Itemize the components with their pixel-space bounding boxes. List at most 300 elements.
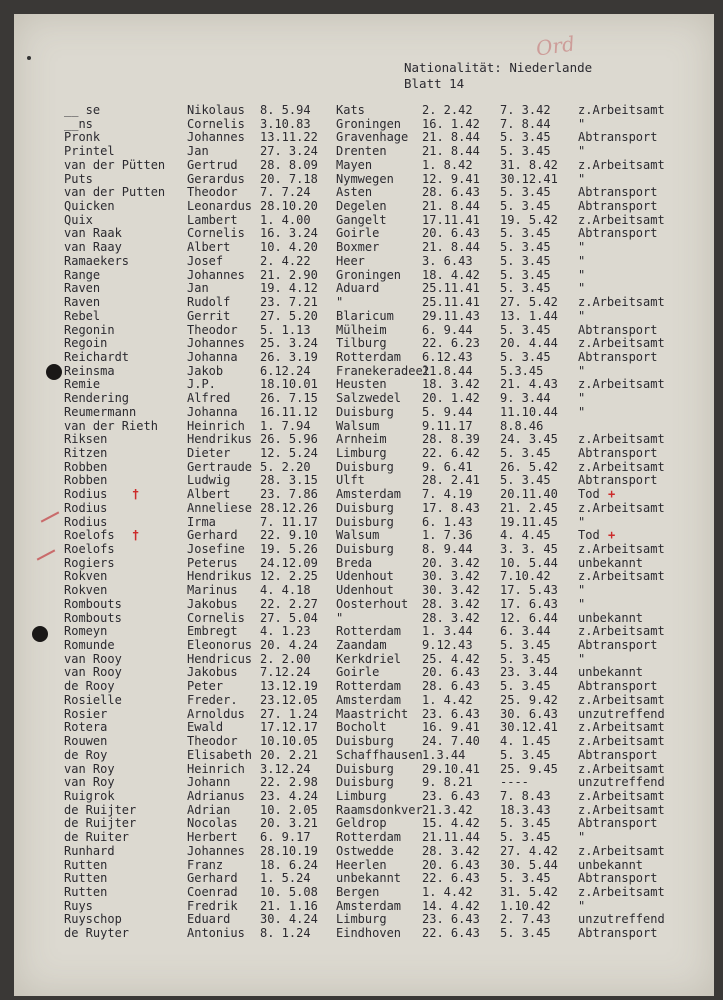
table-row — [14, 570, 714, 584]
cell-departure: 3. 3. 45 — [500, 542, 558, 556]
table-row — [14, 433, 714, 447]
cell-name: Rodius — [64, 500, 108, 515]
cell-arrival: 30. 3.42 — [422, 569, 480, 584]
cell-arrival: 23. 6.43 — [422, 912, 480, 927]
cell-birth: 20. 3.21 — [260, 816, 318, 831]
cell-birth: 28.12.26 — [260, 500, 318, 515]
cell-name: van Rooy — [64, 665, 122, 680]
cell-first: Gerhard — [187, 528, 238, 543]
cell-departure: 10. 5.44 — [500, 555, 558, 570]
cell-first: Johannes — [187, 843, 245, 858]
cell-departure: 17. 6.43 — [500, 596, 558, 611]
table-row — [14, 282, 714, 296]
cell-place: Heer — [336, 253, 365, 268]
cell-first: Peter — [187, 679, 224, 694]
cell-birth: 5. 1.13 — [260, 322, 311, 337]
cell-departure: 5. 3.45 — [500, 144, 551, 159]
cell-name: Rosier — [64, 706, 108, 721]
table-row — [14, 104, 714, 118]
cell-arrival: 21. 8.44 — [422, 130, 480, 145]
cell-birth: 1. 4.00 — [260, 212, 311, 227]
cell-first: Hendrikus — [187, 432, 253, 447]
cell-remark: unzutreffend — [578, 706, 665, 721]
cell-first: Gerrit — [187, 308, 231, 323]
cell-remark: " — [578, 308, 586, 323]
cell-first: Albert — [187, 240, 231, 255]
cell-remark: " — [578, 514, 586, 529]
cell-remark: Abtransport — [578, 871, 658, 886]
cell-arrival: 14. 4.42 — [422, 898, 480, 913]
cell-first: Lambert — [187, 212, 238, 227]
cell-place: Duisburg — [336, 404, 394, 419]
cell-arrival: 8. 9.44 — [422, 542, 473, 556]
cell-arrival: 21. 8.44 — [422, 199, 480, 214]
cell-arrival: 9. 8.21 — [422, 775, 473, 790]
table-row — [14, 241, 714, 255]
cell-departure: 30.12.41 — [500, 171, 558, 186]
table-row — [14, 763, 714, 777]
cell-remark: " — [578, 267, 586, 282]
cell-arrival: 6. 9.44 — [422, 322, 473, 337]
cell-remark: Abtransport — [578, 349, 658, 364]
cell-place: Salzwedel — [336, 391, 402, 406]
cell-arrival: 2. 2.42 — [422, 103, 473, 117]
red-cross-mark: † — [132, 528, 140, 543]
cell-remark: " — [578, 144, 586, 159]
cell-remark: unzutreffend — [578, 912, 665, 927]
cell-first: Antonius — [187, 926, 245, 941]
cell-birth: 17.12.17 — [260, 720, 318, 735]
cell-place: Limburg — [336, 445, 387, 460]
cell-arrival: 9.12.43 — [422, 638, 473, 653]
cell-name: Runhard — [64, 843, 115, 858]
cell-place: Limburg — [336, 788, 387, 803]
table-row — [14, 159, 714, 173]
document-page — [14, 14, 714, 996]
cell-place: Nymwegen — [336, 171, 394, 186]
cell-name: __ se — [64, 103, 101, 117]
cell-name: Ruyschop — [64, 912, 122, 927]
cell-departure: 27. 5.42 — [500, 295, 558, 310]
table-row — [14, 886, 714, 900]
cell-first: Ewald — [187, 720, 224, 735]
cell-name: van der Pütten — [64, 157, 166, 172]
cell-departure: 8.8.46 — [500, 418, 544, 433]
cell-birth: 13.11.22 — [260, 130, 318, 145]
cell-departure: 5. 3.45 — [500, 185, 551, 200]
cell-remark: Abtransport — [578, 473, 658, 488]
cell-name: Rutten — [64, 884, 108, 899]
cell-place: Degelen — [336, 199, 387, 214]
table-row — [14, 145, 714, 159]
cell-name: Regoin — [64, 336, 108, 351]
cell-name: van Roy — [64, 775, 115, 790]
cell-place: Franekeradeel — [336, 363, 430, 378]
table-row — [14, 872, 714, 886]
table-row — [14, 790, 714, 804]
cell-arrival: 22. 6.43 — [422, 926, 480, 941]
table-row — [14, 776, 714, 790]
cell-departure: 19.11.45 — [500, 514, 558, 529]
cell-arrival: 15. 4.42 — [422, 816, 480, 831]
cell-departure: 31. 8.42 — [500, 157, 558, 172]
cell-first: Rudolf — [187, 295, 231, 310]
cell-birth: 27. 3.24 — [260, 144, 318, 159]
table-row — [14, 653, 714, 667]
cell-arrival: 25. 4.42 — [422, 651, 480, 666]
cell-birth: 7. 7.24 — [260, 185, 311, 200]
cell-birth: 16. 3.24 — [260, 226, 318, 241]
cell-departure: 30.12.41 — [500, 720, 558, 735]
cell-first: Eleonorus — [187, 638, 253, 653]
cell-remark: z.Arbeitsamt — [578, 432, 665, 447]
cell-first: Freder. — [187, 692, 238, 707]
cell-name: van Raak — [64, 226, 122, 241]
cell-first: Gertraude — [187, 459, 253, 474]
cell-name: Puts — [64, 171, 93, 186]
table-row — [14, 502, 714, 516]
cell-birth: 7. 11.17 — [260, 514, 318, 529]
cell-departure: 5. 3.45 — [500, 830, 551, 845]
cell-first: Theodor — [187, 185, 238, 200]
cell-birth: 1. 5.24 — [260, 871, 311, 886]
cell-first: Theodor — [187, 734, 238, 749]
cell-remark: Abtransport — [578, 679, 658, 694]
cell-arrival: 22. 6.43 — [422, 871, 480, 886]
cell-arrival: 30. 3.42 — [422, 583, 480, 598]
cell-place: Duisburg — [336, 500, 394, 515]
cell-place: Duisburg — [336, 514, 394, 529]
red-plus-mark: + — [608, 528, 616, 543]
table-row — [14, 447, 714, 461]
table-row — [14, 735, 714, 749]
cell-arrival: 6. 1.43 — [422, 514, 473, 529]
cell-birth: 10. 4.20 — [260, 240, 318, 255]
cell-first: Embregt — [187, 624, 238, 639]
cell-place: Breda — [336, 555, 373, 570]
cell-remark: " — [578, 240, 586, 255]
cell-birth: 6.12.24 — [260, 363, 311, 378]
cell-departure: 5. 3.45 — [500, 281, 551, 296]
cell-birth: 4. 4.18 — [260, 583, 311, 598]
cell-place: Rotterdam — [336, 830, 402, 845]
cell-place: Heusten — [336, 377, 387, 392]
cell-departure: 4. 4.45 — [500, 528, 551, 543]
cell-name: Rebel — [64, 308, 101, 323]
cell-place: Walsum — [336, 418, 380, 433]
cell-name: Romeyn — [64, 624, 108, 639]
cell-name: Range — [64, 267, 101, 282]
table-row — [14, 131, 714, 145]
cell-place: Bergen — [336, 884, 380, 899]
cell-remark: z.Arbeitsamt — [578, 500, 665, 515]
cell-departure: 7. 8.44 — [500, 116, 551, 131]
cell-departure: 5. 3.45 — [500, 349, 551, 364]
cell-first: Josef — [187, 253, 224, 268]
cell-remark: " — [578, 253, 586, 268]
table-row — [14, 680, 714, 694]
table-row — [14, 214, 714, 228]
cell-birth: 27. 1.24 — [260, 706, 318, 721]
cell-place: Oosterhout — [336, 596, 409, 611]
cell-first: Franz — [187, 857, 224, 872]
table-row — [14, 296, 714, 310]
cell-arrival: 20. 6.43 — [422, 665, 480, 680]
cell-first: Hendricus — [187, 651, 253, 666]
cell-first: Cornelis — [187, 610, 245, 625]
cell-remark: Abtransport — [578, 445, 658, 460]
cell-arrival: 12. 9.41 — [422, 171, 480, 186]
cell-birth: 3.12.24 — [260, 761, 311, 776]
cell-arrival: 7. 4.19 — [422, 487, 473, 502]
table-row — [14, 913, 714, 927]
cell-first: Jakob — [187, 363, 224, 378]
cell-first: Cornelis — [187, 226, 245, 241]
cell-place: Groningen — [336, 267, 402, 282]
cell-birth: 28.10.20 — [260, 199, 318, 214]
cell-place: Maastricht — [336, 706, 409, 721]
cell-birth: 5. 2.20 — [260, 459, 311, 474]
cell-remark: z.Arbeitsamt — [578, 692, 665, 707]
cell-name: Reinsma — [64, 363, 115, 378]
cell-birth: 23. 7.21 — [260, 295, 318, 310]
cell-first: Johanna — [187, 404, 238, 419]
cell-arrival: 21. 8.44 — [422, 144, 480, 159]
table-row — [14, 845, 714, 859]
table-row — [14, 406, 714, 420]
cell-remark: unbekannt — [578, 857, 644, 872]
cell-remark: z.Arbeitsamt — [578, 843, 665, 858]
cell-birth: 1. 7.94 — [260, 418, 311, 433]
cell-arrival: 28. 2.41 — [422, 473, 480, 488]
cell-place: Schaffhausen — [336, 747, 423, 762]
cell-remark: " — [578, 404, 586, 419]
cell-place: Duisburg — [336, 542, 394, 556]
cell-first: Alfred — [187, 391, 231, 406]
cell-first: Marinus — [187, 583, 238, 598]
cell-first: Albert — [187, 487, 231, 502]
cell-remark: z.Arbeitsamt — [578, 295, 665, 310]
cell-place: Eindhoven — [336, 926, 402, 941]
cell-birth: 21. 1.16 — [260, 898, 318, 913]
table-row — [14, 186, 714, 200]
cell-departure: 11.10.44 — [500, 404, 558, 419]
cell-name: van Roy — [64, 761, 115, 776]
cell-arrival: 23. 6.43 — [422, 706, 480, 721]
cell-departure: 21. 2.45 — [500, 500, 558, 515]
cell-name: de Ruiter — [64, 830, 130, 845]
cell-departure: 5. 3.45 — [500, 445, 551, 460]
cell-place: Mülheim — [336, 322, 387, 337]
cell-birth: 26. 3.19 — [260, 349, 318, 364]
cell-first: Johannes — [187, 336, 245, 351]
table-row — [14, 324, 714, 338]
cell-name: Rendering — [64, 391, 130, 406]
cell-departure: 5. 3.45 — [500, 871, 551, 886]
cell-name: Rutten — [64, 857, 108, 872]
cell-birth: 10. 2.05 — [260, 802, 318, 817]
cell-birth: 26. 7.15 — [260, 391, 318, 406]
cell-name: Robben — [64, 473, 108, 488]
table-row — [14, 831, 714, 845]
cell-birth: 28. 3.15 — [260, 473, 318, 488]
cell-birth: 23. 4.24 — [260, 788, 318, 803]
cell-departure: 5.3.45 — [500, 363, 544, 378]
cell-birth: 18.10.01 — [260, 377, 318, 392]
cell-remark: " — [578, 898, 586, 913]
cell-remark: Abtransport — [578, 638, 658, 653]
cell-departure: 25. 9.45 — [500, 761, 558, 776]
cell-departure: 5. 3.45 — [500, 816, 551, 831]
table-row — [14, 461, 714, 475]
cell-name: Rogiers — [64, 555, 115, 570]
cell-name: van der Putten — [64, 185, 166, 200]
cell-birth: 27. 5.04 — [260, 610, 318, 625]
cell-departure: 5. 3.45 — [500, 253, 551, 268]
cell-birth: 16.11.12 — [260, 404, 318, 419]
cell-place: Gravenhage — [336, 130, 409, 145]
table-row — [14, 392, 714, 406]
cell-departure: 5. 3.45 — [500, 199, 551, 214]
cell-remark: z.Arbeitsamt — [578, 734, 665, 749]
table-row — [14, 694, 714, 708]
cell-remark: z.Arbeitsamt — [578, 720, 665, 735]
cell-remark: Abtransport — [578, 747, 658, 762]
cell-place: Heerlen — [336, 857, 387, 872]
table-row — [14, 378, 714, 392]
table-row — [14, 118, 714, 132]
cell-name: Rouwen — [64, 734, 108, 749]
table-row — [14, 543, 714, 557]
cell-name: Ruigrok — [64, 788, 115, 803]
cell-name: van der Rieth — [64, 418, 158, 433]
sheet-number: Blatt 14 — [404, 76, 465, 91]
cell-name: de Roy — [64, 747, 108, 762]
cell-arrival: 21.11.44 — [422, 830, 480, 845]
cell-departure: 5. 3.45 — [500, 267, 551, 282]
cell-departure: 5. 3.45 — [500, 651, 551, 666]
table-row — [14, 227, 714, 241]
cell-name: Rokven — [64, 569, 108, 584]
cell-departure: 7. 8.43 — [500, 788, 551, 803]
cell-arrival: 22. 6.23 — [422, 336, 480, 351]
cell-place: Mayen — [336, 157, 373, 172]
cell-place: Duisburg — [336, 775, 394, 790]
table-row — [14, 666, 714, 680]
red-cross-mark: † — [132, 487, 140, 502]
cell-birth: 4. 1.23 — [260, 624, 311, 639]
cell-departure: 20. 4.44 — [500, 336, 558, 351]
cell-remark: unzutreffend — [578, 775, 665, 790]
cell-place: Drenten — [336, 144, 387, 159]
cell-place: Amsterdam — [336, 692, 402, 707]
cell-first: Arnoldus — [187, 706, 245, 721]
cell-first: Johannes — [187, 267, 245, 282]
cell-arrival: 5. 9.44 — [422, 404, 473, 419]
cell-first: Jan — [187, 281, 209, 296]
cell-remark: z.Arbeitsamt — [578, 884, 665, 899]
cell-place: Raamsdonkver — [336, 802, 423, 817]
cell-name: Raven — [64, 295, 101, 310]
cell-remark: Tod — [578, 528, 600, 543]
pencil-annotation: Ord — [534, 31, 577, 61]
cell-arrival: 9. 6.41 — [422, 459, 473, 474]
cell-birth: 26. 5.96 — [260, 432, 318, 447]
cell-first: Irma — [187, 514, 216, 529]
cell-departure: 25. 9.42 — [500, 692, 558, 707]
cell-departure: 5. 3.45 — [500, 926, 551, 941]
cell-name: Ramaekers — [64, 253, 130, 268]
cell-name: Quix — [64, 212, 93, 227]
cell-arrival: 1.3.44 — [422, 747, 466, 762]
cell-first: Herbert — [187, 830, 238, 845]
table-row — [14, 255, 714, 269]
cell-place: Asten — [336, 185, 373, 200]
cell-name: Rosielle — [64, 692, 122, 707]
cell-arrival: 28. 6.43 — [422, 185, 480, 200]
cell-remark: Tod — [578, 487, 600, 502]
table-row — [14, 859, 714, 873]
cell-birth: 2. 4.22 — [260, 253, 311, 268]
cell-name: Raven — [64, 281, 101, 296]
cell-birth: 28.10.19 — [260, 843, 318, 858]
cell-place: Kerkdriel — [336, 651, 402, 666]
cell-birth: 3.10.83 — [260, 116, 311, 131]
cell-place: Ulft — [336, 473, 365, 488]
cell-place: Geldrop — [336, 816, 387, 831]
cell-place: Udenhout — [336, 569, 394, 584]
cell-departure: 7. 3.42 — [500, 103, 551, 117]
cell-arrival: 1. 3.44 — [422, 624, 473, 639]
cell-name: de Ruijter — [64, 816, 137, 831]
cell-arrival: 1. 8.42 — [422, 157, 473, 172]
cell-first: Jan — [187, 144, 209, 159]
cell-departure: 30. 6.43 — [500, 706, 558, 721]
cell-birth: 13.12.19 — [260, 679, 318, 694]
cell-birth: 10.10.05 — [260, 734, 318, 749]
cell-place: Rotterdam — [336, 624, 402, 639]
cell-first: Elisabeth — [187, 747, 253, 762]
cell-departure: 27. 4.42 — [500, 843, 558, 858]
cell-departure: ---- — [500, 775, 529, 790]
cell-name: Reichardt — [64, 349, 130, 364]
cell-remark: unbekannt — [578, 665, 644, 680]
cell-arrival: 6.12.43 — [422, 349, 473, 364]
cell-place: Boxmer — [336, 240, 380, 255]
cell-first: Anneliese — [187, 500, 253, 515]
cell-first: Cornelis — [187, 116, 245, 131]
cell-first: Fredrik — [187, 898, 238, 913]
register-table — [14, 104, 714, 941]
cell-arrival: 20. 6.43 — [422, 857, 480, 872]
cell-first: Leonardus — [187, 199, 253, 214]
cell-arrival: 25.11.41 — [422, 295, 480, 310]
cell-place: Amsterdam — [336, 487, 402, 502]
cell-departure: 2. 7.43 — [500, 912, 551, 927]
nationality-line: Nationalität: Niederlande — [404, 60, 593, 75]
cell-departure: 5. 3.45 — [500, 747, 551, 762]
cell-birth: 18. 6.24 — [260, 857, 318, 872]
document-header — [404, 60, 592, 92]
cell-arrival: 28. 6.43 — [422, 679, 480, 694]
cell-arrival: 9.11.17 — [422, 418, 473, 433]
cell-departure: 31. 5.42 — [500, 884, 558, 899]
cell-first: Heinrich — [187, 418, 245, 433]
cell-arrival: 18. 3.42 — [422, 377, 480, 392]
cell-arrival: 28. 8.39 — [422, 432, 480, 447]
cell-departure: 7.10.42 — [500, 569, 551, 584]
ink-dot — [27, 56, 31, 60]
